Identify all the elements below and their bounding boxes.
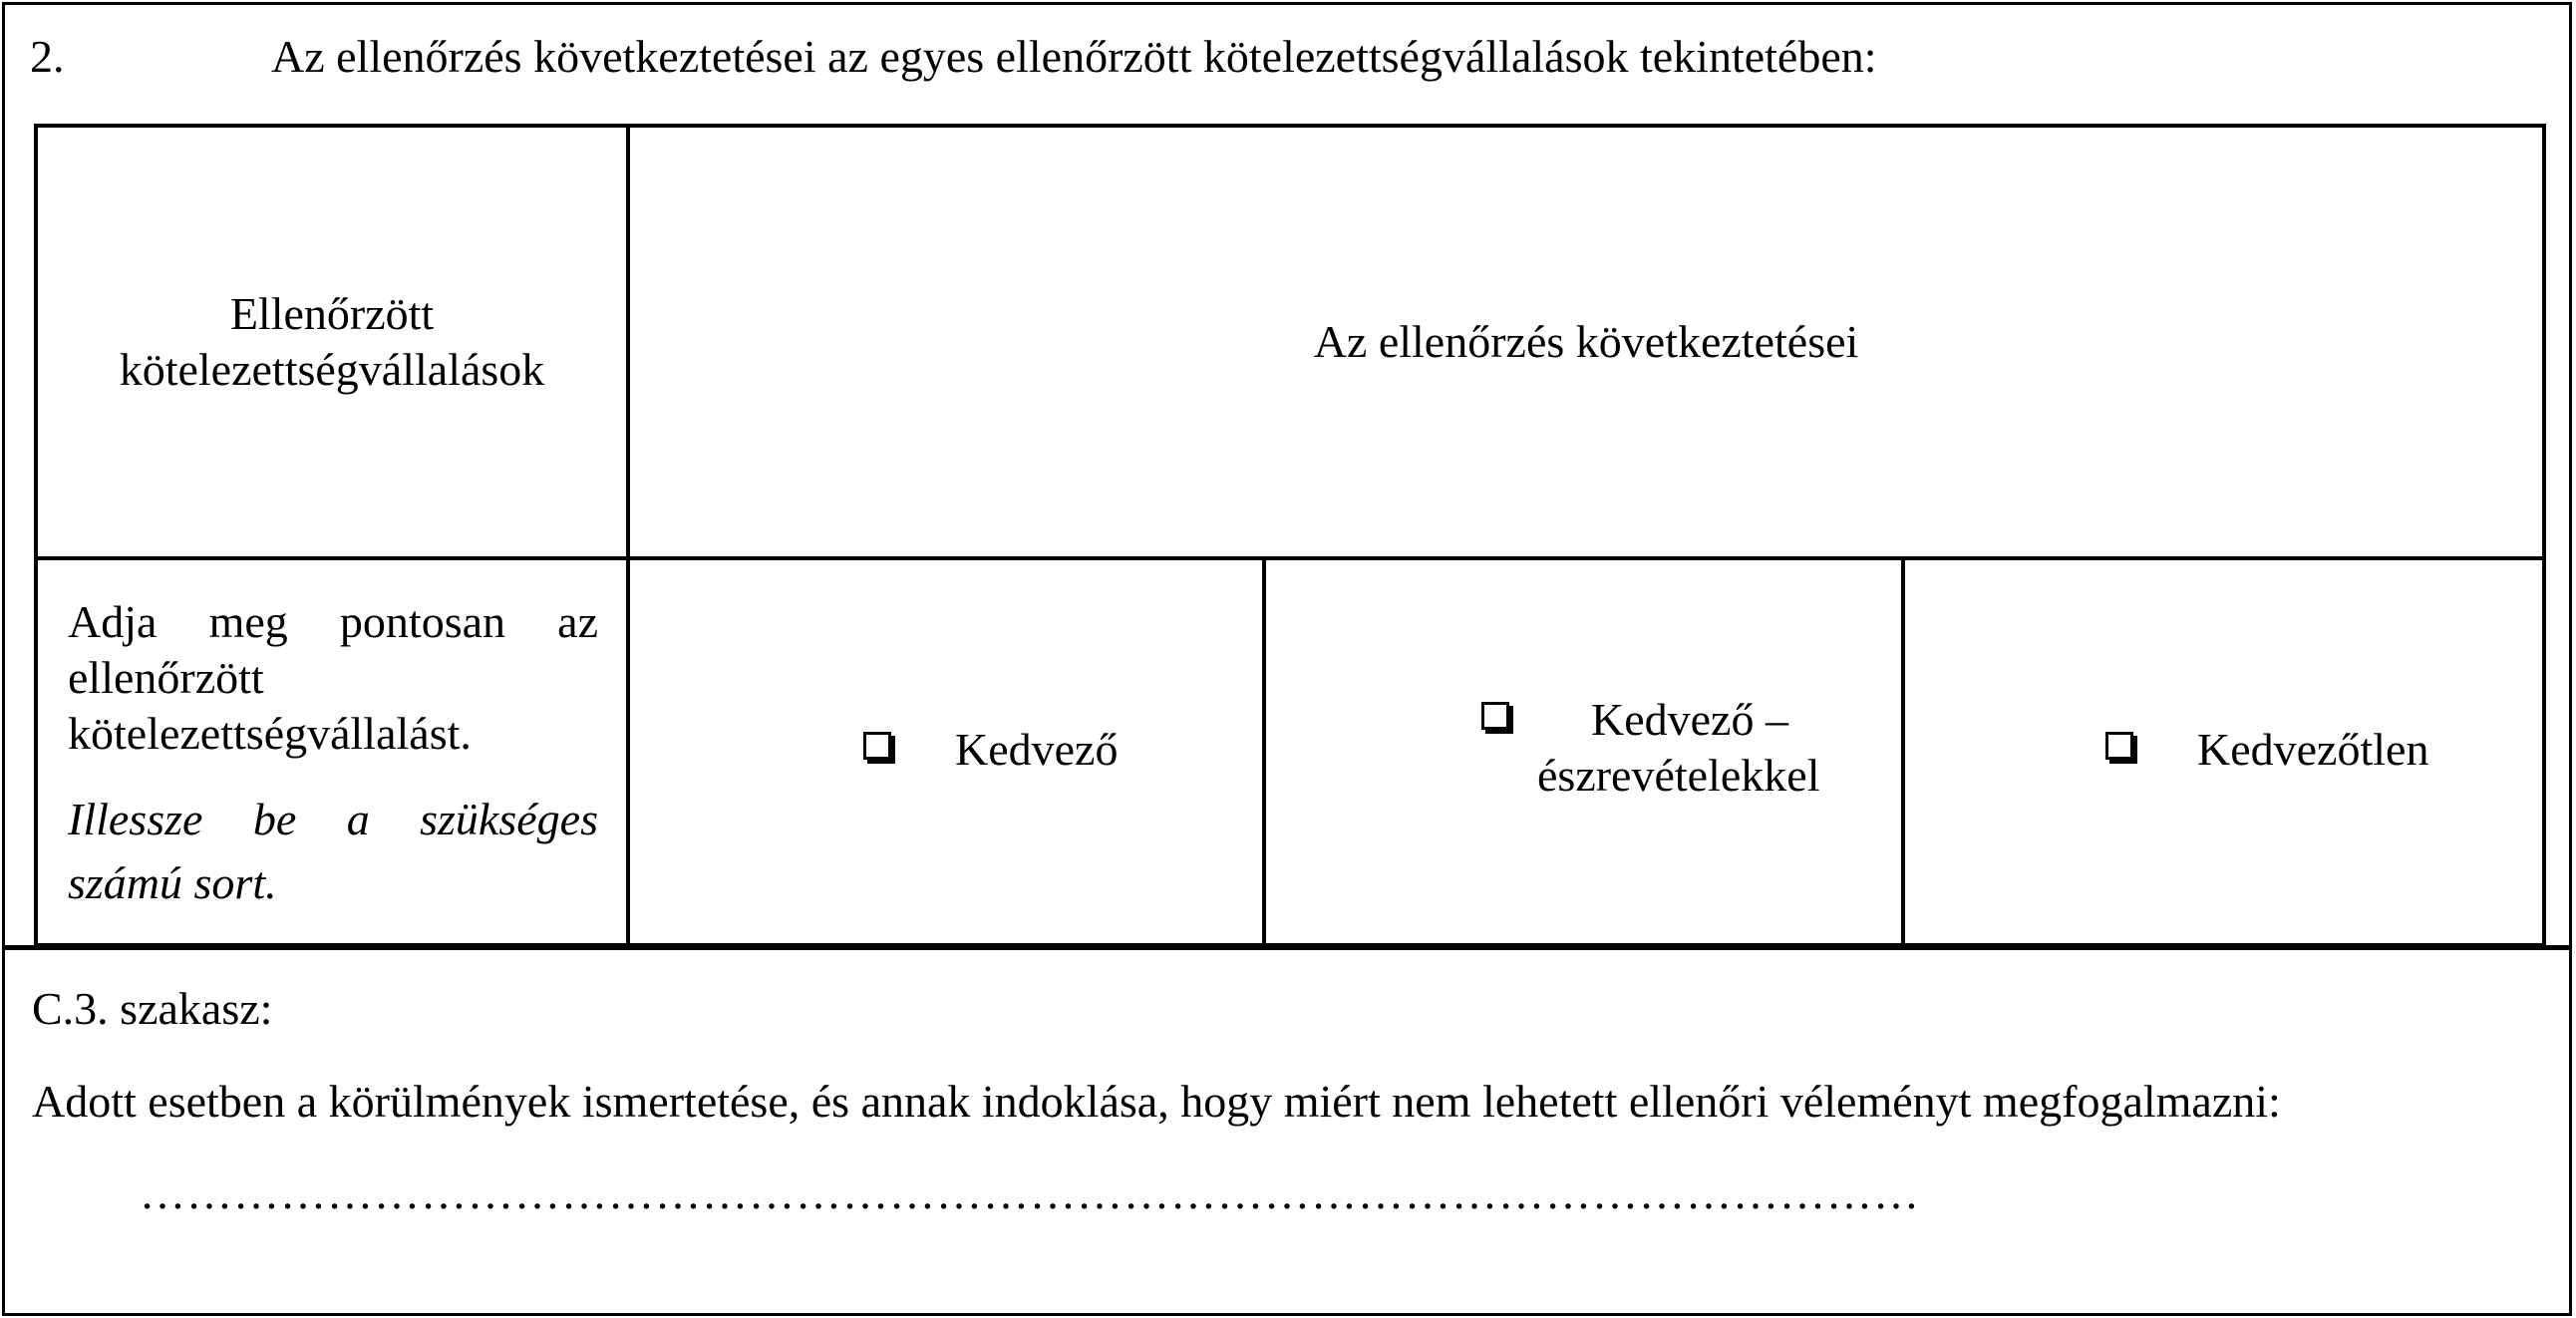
row-left-line: ellenőrzött [68,652,264,704]
row-left-line: kötelezettségvállalást. [68,708,472,760]
option-label: Kedvező – [1591,694,1788,745]
row-left-cell [68,594,598,912]
option-label-line2: észrevételekkel [1537,750,1820,802]
section-c3-heading: C.3. szakasz: [32,983,273,1034]
section-number: 2. [30,31,65,82]
header-left-cell [38,128,626,556]
table-divider [34,556,2546,560]
row-left-line: Adja meg pontosan az [68,596,598,647]
checkbox-icon[interactable] [1481,702,1509,730]
fill-in-line[interactable]: …………………………………………………………………………………………………… [140,1167,1920,1218]
option-kedvezo-eszrevetelekkel[interactable] [1481,692,1819,804]
section-c3-text: Adott esetben a körülmények ismertetése, és annak indoklása, hogy miért nem lehetett ellenőri véleményt megfogalmazni: [32,1076,2281,1127]
row-left-instruction: Illessze be a szükséges [68,794,598,845]
checkbox-icon[interactable] [2105,732,2133,760]
section-c3-frame [2,945,2572,1316]
header-right-label: Az ellenőrzés következtetései [1313,315,1859,367]
option-kedvezo[interactable] [863,722,1118,778]
table-divider [1901,556,1905,947]
option-label: Kedvezőtlen [2197,724,2429,775]
header-right-cell [630,128,2542,556]
section-title: Az ellenőrzés következtetései az egyes ellenőrzött kötelezettségvállalások tekintetében: [271,31,1877,82]
header-left-line: kötelezettségvállalások [119,344,545,395]
option-kedvezotlen[interactable] [2105,722,2428,778]
checkbox-icon[interactable] [863,732,891,760]
option-label: Kedvező [955,724,1119,775]
row-left-instruction: számú sort. [68,857,277,909]
header-left-line: Ellenőrzött [229,287,435,339]
table-divider [1262,556,1266,947]
